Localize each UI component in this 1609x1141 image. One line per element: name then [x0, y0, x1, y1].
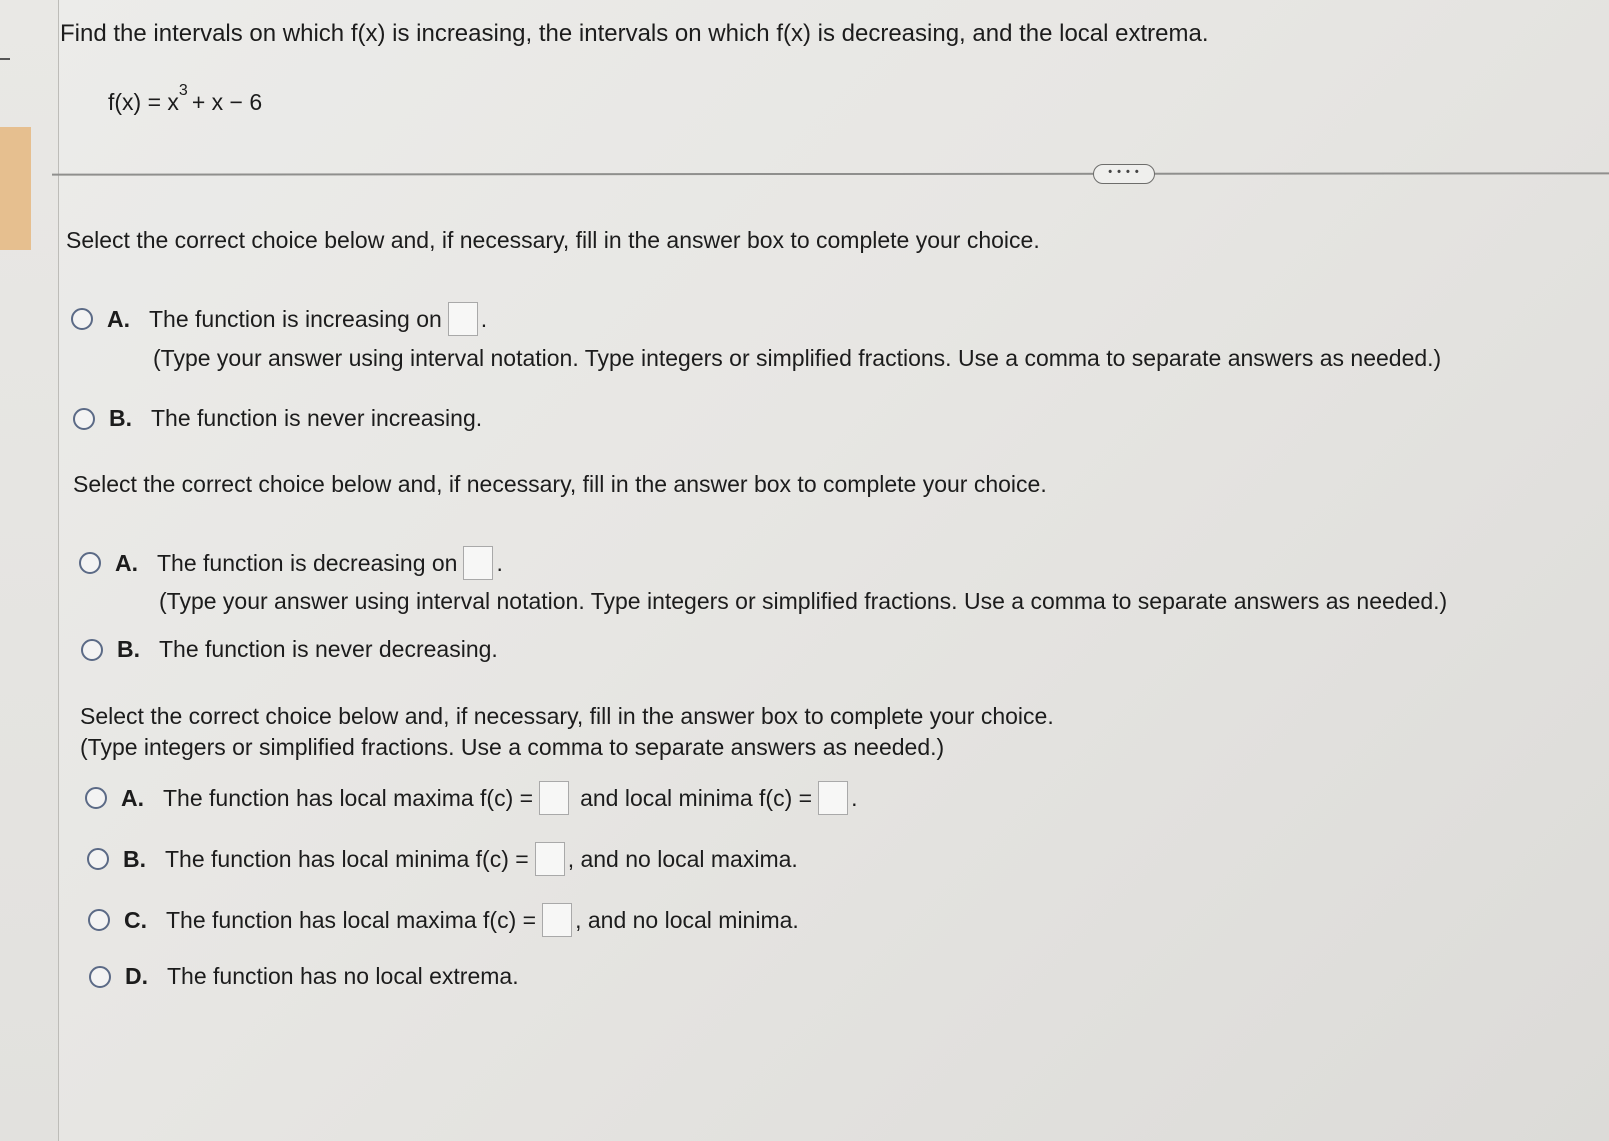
section-divider	[52, 172, 1609, 175]
local-minima-only-input[interactable]	[535, 842, 565, 876]
increasing-interval-input[interactable]	[448, 302, 478, 336]
part2-choice-a-letter: A.	[115, 549, 138, 576]
function-lhs: f(x) = x	[108, 88, 179, 115]
part3-choice-c-radio[interactable]	[88, 909, 110, 931]
function-expression	[108, 82, 263, 116]
part3-choice-d[interactable]	[89, 963, 519, 990]
part2-choice-a-text: The function is decreasing on	[157, 549, 458, 576]
part1-choice-b-text: The function is never increasing.	[151, 405, 483, 431]
part3-choice-a-period: .	[851, 784, 858, 811]
part3-instruction-text: Select the correct choice below and, if necessary, fill in the answer box to complete your choice.	[80, 703, 1054, 729]
part3-choice-a-letter: A.	[121, 784, 144, 811]
part3-choice-b-text: The function has local minima f(c) =	[165, 845, 529, 872]
part2-instruction	[73, 471, 1047, 498]
part3-choice-a-text-middle: and local minima f(c) =	[580, 784, 813, 811]
part1-choice-b-radio[interactable]	[73, 408, 95, 430]
part2-choice-b-radio[interactable]	[81, 639, 103, 661]
part1-choice-b-letter: B.	[109, 405, 132, 431]
part2-choice-a-radio[interactable]	[79, 552, 101, 574]
part1-instruction-text: Select the correct choice below and, if necessary, fill in the answer box to complete your choice.	[66, 227, 1040, 253]
part2-choice-b-text: The function is never decreasing.	[159, 636, 498, 662]
more-options-button[interactable]: • • • •	[1093, 164, 1155, 184]
part3-choice-a-radio[interactable]	[85, 787, 107, 809]
part3-instruction-hint: (Type integers or simplified fractions. Use a comma to separate answers as needed.)	[80, 734, 945, 760]
part2-choice-a-hint: (Type your answer using interval notation. Type integers or simplified fractions. Use a comma to separate answers as needed.)	[159, 588, 1448, 614]
part1-choice-a-hint: (Type your answer using interval notation. Type integers or simplified fractions. Use a comma to separate answers as needed.)	[153, 345, 1442, 371]
part3-choice-d-radio[interactable]	[89, 966, 111, 988]
part3-choice-b-text-after: , and no local maxima.	[567, 845, 798, 872]
part2-instruction-text: Select the correct choice below and, if necessary, fill in the answer box to complete your choice.	[73, 471, 1047, 497]
part3-instruction	[80, 703, 1054, 761]
part3-choice-d-text: The function has no local extrema.	[167, 963, 519, 989]
part3-choice-b[interactable]	[87, 842, 798, 876]
part2-choice-a-period: .	[496, 549, 503, 576]
left-panel-tick	[0, 58, 10, 60]
function-rest: + x − 6	[191, 88, 263, 115]
decreasing-interval-input[interactable]	[463, 546, 493, 580]
part3-choice-d-letter: D.	[125, 963, 148, 989]
local-maxima-input[interactable]	[539, 781, 569, 815]
question-text: Find the intervals on which f(x) is increasing, the intervals on which f(x) is decreasing, and the local extrema.	[60, 20, 1209, 47]
part3-choice-c-text-after: , and no local minima.	[575, 906, 799, 933]
part1-choice-a[interactable]	[71, 302, 487, 336]
part3-choice-a-text: The function has local maxima f(c) =	[163, 784, 534, 811]
part1-instruction	[66, 227, 1040, 254]
function-exponent: 3	[178, 82, 188, 99]
part2-choice-a[interactable]	[79, 546, 503, 580]
part2-choice-b[interactable]	[81, 636, 498, 663]
part3-choice-c-text: The function has local maxima f(c) =	[166, 906, 537, 933]
part1-choice-a-letter: A.	[107, 305, 130, 332]
part3-choice-b-radio[interactable]	[87, 848, 109, 870]
part1-choice-a-period: .	[480, 305, 488, 332]
part3-choice-a[interactable]	[85, 781, 857, 815]
left-panel-tab[interactable]	[0, 127, 31, 250]
local-minima-input[interactable]	[818, 781, 848, 815]
part1-choice-a-radio[interactable]	[71, 308, 93, 330]
part1-choice-a-text: The function is increasing on	[149, 305, 442, 332]
part3-choice-c[interactable]	[88, 903, 799, 937]
local-maxima-only-input[interactable]	[542, 903, 572, 937]
part2-choice-b-letter: B.	[117, 636, 140, 662]
part3-choice-c-letter: C.	[124, 906, 147, 933]
part1-choice-b[interactable]	[73, 405, 482, 432]
part3-choice-b-letter: B.	[123, 845, 146, 872]
